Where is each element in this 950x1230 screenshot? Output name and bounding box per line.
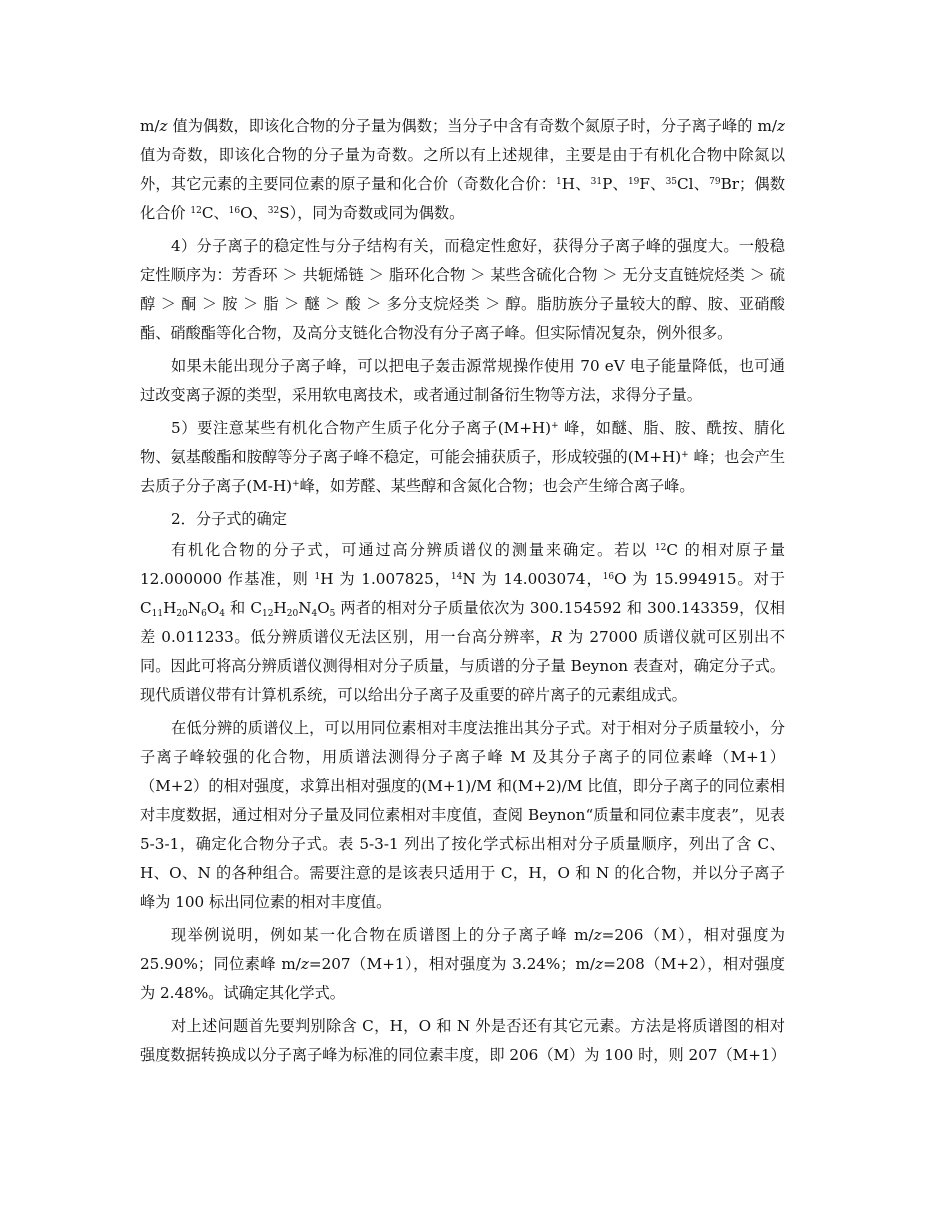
text-run: 2．分子式的确定 (171, 510, 287, 528)
text-run: F、 (639, 175, 666, 193)
body-paragraph (140, 1012, 785, 1070)
text-run: H、 (561, 175, 591, 193)
text-run: =208（M+2），相对强度为 2.48%。试确定其化学式。 (140, 955, 785, 1002)
text-run: N 为 14.003074， (462, 570, 603, 588)
text-run: z (776, 117, 785, 135)
text-run: R (551, 628, 563, 646)
text-run: 4）分子离子的稳定性与分子结构有关，而稳定性愈好，获得分子离子峰的强度大。一般稳定性顺序为：芳香环 ＞ 共轭烯链 ＞ 脂环化合物 ＞ 某些含硫化合物 ＞ 无分支直链烷烃类 ＞ 硫醇 ＞ 酮 ＞ 胺 ＞ 脂 ＞ 醚 ＞ 酸 ＞ 多分支烷烃类 ＞ 醇。脂肪族分子量较大的醇、胺、亚硝酸酯、硝酸酯等化合物，及高分支链化合物没有分子离子峰。但实际情况复杂，例外很多。 (140, 237, 785, 342)
text-run: O (206, 599, 220, 617)
text-run: 峰，如芳醛、某些醇和含氮化合物；也会产生缔合离子峰。 (299, 477, 695, 495)
text-run: z (595, 955, 604, 973)
text-run: 对上述问题首先要判别除含 C，H，O 和 N 外是否还有其它元素。方法是将质谱图的相对强度数据转换成以分子离子峰为标准的同位素丰度，即 206（M）为 100 时，则 207（M+1） (140, 1017, 786, 1064)
subscript: 20 (286, 609, 299, 619)
text-run: P、 (602, 175, 628, 193)
text-run: H 为 1.007825， (320, 570, 451, 588)
superscript: 1 (314, 572, 321, 582)
text-run: 和 C (225, 599, 263, 617)
text-run: 现举例说明，例如某一化合物在质谱图上的分子离子峰 m/ (171, 926, 594, 944)
text-run: 为 27000 质谱仪就可区别出不同。因此可将高分辨质谱仪测得相对分子质量，与质谱的分子量 Beynon 表查对，确定分子式。现代质谱仪带有计算机系统，可以给出分子离子及重要的碎片离子的元素组成式。 (140, 628, 786, 704)
superscript: + (292, 479, 300, 489)
subscript: 5 (329, 609, 336, 619)
subscript: 12 (262, 609, 274, 619)
body-paragraph (140, 232, 785, 348)
text-run: 峰，如醚、脂、胺、酰按、腈化物、氨基酸酯和胺醇等分子离子峰不稳定，可能会捕获质子，形成较强的(M+H) (140, 419, 785, 466)
superscript: 31 (590, 177, 603, 187)
text-run: O、 (240, 204, 268, 222)
text-run: m/ (140, 117, 160, 135)
subscript: 11 (151, 609, 164, 619)
text-run: S），同为奇数或同为偶数。 (279, 204, 465, 222)
superscript: 16 (602, 572, 615, 582)
text-run: z (593, 926, 602, 944)
body-paragraph (140, 352, 785, 410)
text-run: Cl、 (677, 175, 710, 193)
text-run: C、 (201, 204, 229, 222)
superscript: 1 (556, 177, 562, 187)
superscript: 14 (450, 572, 463, 582)
text-run: 两者的相对分子质量依次为 300.154592 和 300.143359，仅相差 0.011233。低分辨质谱仪无法区别，用一台高分辨率， (140, 599, 785, 646)
text-run: C 的相对原子量 12.000000 作基准，则 (140, 541, 786, 588)
body-paragraph (140, 112, 785, 228)
superscript: 32 (267, 206, 280, 216)
body-paragraph (140, 714, 785, 917)
subscript: 4 (311, 609, 318, 619)
text-run: =207（M+1），相对强度为 3.24%；m/ (308, 955, 596, 973)
text-run: N (187, 599, 202, 617)
text-run: H (163, 599, 177, 617)
superscript: 35 (665, 177, 678, 187)
text-run: H (273, 599, 287, 617)
text-run: z (159, 117, 168, 135)
text-run: 如果未能出现分子离子峰，可以把电子轰击源常规操作使用 70 eV 电子能量降低，也可通过改变离子源的类型，采用软电离技术，或者通过制备衍生物等方法，求得分子量。 (140, 357, 785, 404)
text-run: 峰；也会产生去质子分子离子(M-H) (140, 448, 786, 495)
superscript: 16 (228, 206, 241, 216)
text-run: 在低分辨的质谱仪上，可以用同位素相对丰度法推出其分子式。对于相对分子质量较小，分子离子峰较强的化合物，用质谱法测得分子离子峰 M 及其分子离子的同位素峰（M+1）（M+2）的相对强度，求算出相对强度的(M+1)/M 和(M+2)/M 比值，即分子离子的同位素相对丰度数据，通过相对分子量及同位素相对丰度值，查阅 Beynon“质量和同位素丰度表”，见表 5-3-1，确定化合物分子式。表 5-3-1 列出了按化学式标出相对分子质量顺序，列出了含 C、H、O、N 的各种组合。需要注意的是该表只适用于 C，H，O 和 N 的化合物，并以分子离子峰为 100 标出同位素的相对丰度值。 (140, 719, 785, 911)
subscript: 4 (219, 609, 225, 619)
superscript: 19 (627, 177, 640, 187)
text-run: O (317, 599, 330, 617)
text-run: 5）要注意某些有机化合物产生质子化分子离子(M+H) (171, 419, 552, 437)
subscript: 20 (176, 609, 188, 619)
text-run: 值为偶数，即该化合物的分子量为偶数；当分子中含有奇数个氮原子时，分子离子峰的 m/ (167, 117, 777, 135)
superscript: + (551, 421, 559, 431)
superscript: 79 (709, 177, 721, 187)
text-run: 值为奇数，即该化合物的分子量为奇数。之所以有上述规律，主要是由于有机化合物中除氮以外，其它元素的主要同位素的原子量和化合价（奇数化合价： (140, 146, 785, 193)
text-run: N (298, 599, 312, 617)
body-paragraph (140, 921, 785, 1008)
superscript: 12 (190, 206, 202, 216)
text-run: 有机化合物的分子式，可通过高分辨质谱仪的测量来确定。若以 (171, 541, 655, 559)
section-heading (140, 505, 785, 534)
body-paragraph (140, 536, 785, 710)
document-page (140, 112, 785, 1074)
body-paragraph (140, 414, 785, 501)
text-run: O 为 15.994915。对于 C (140, 570, 785, 617)
text-run: Br；偶数化合价 (140, 175, 786, 222)
text-run: z (300, 955, 309, 973)
subscript: 6 (201, 609, 207, 619)
superscript: + (681, 450, 689, 460)
text-run: =206（M），相对强度为 25.90%；同位素峰 m/ (140, 926, 785, 973)
superscript: 12 (654, 543, 667, 553)
